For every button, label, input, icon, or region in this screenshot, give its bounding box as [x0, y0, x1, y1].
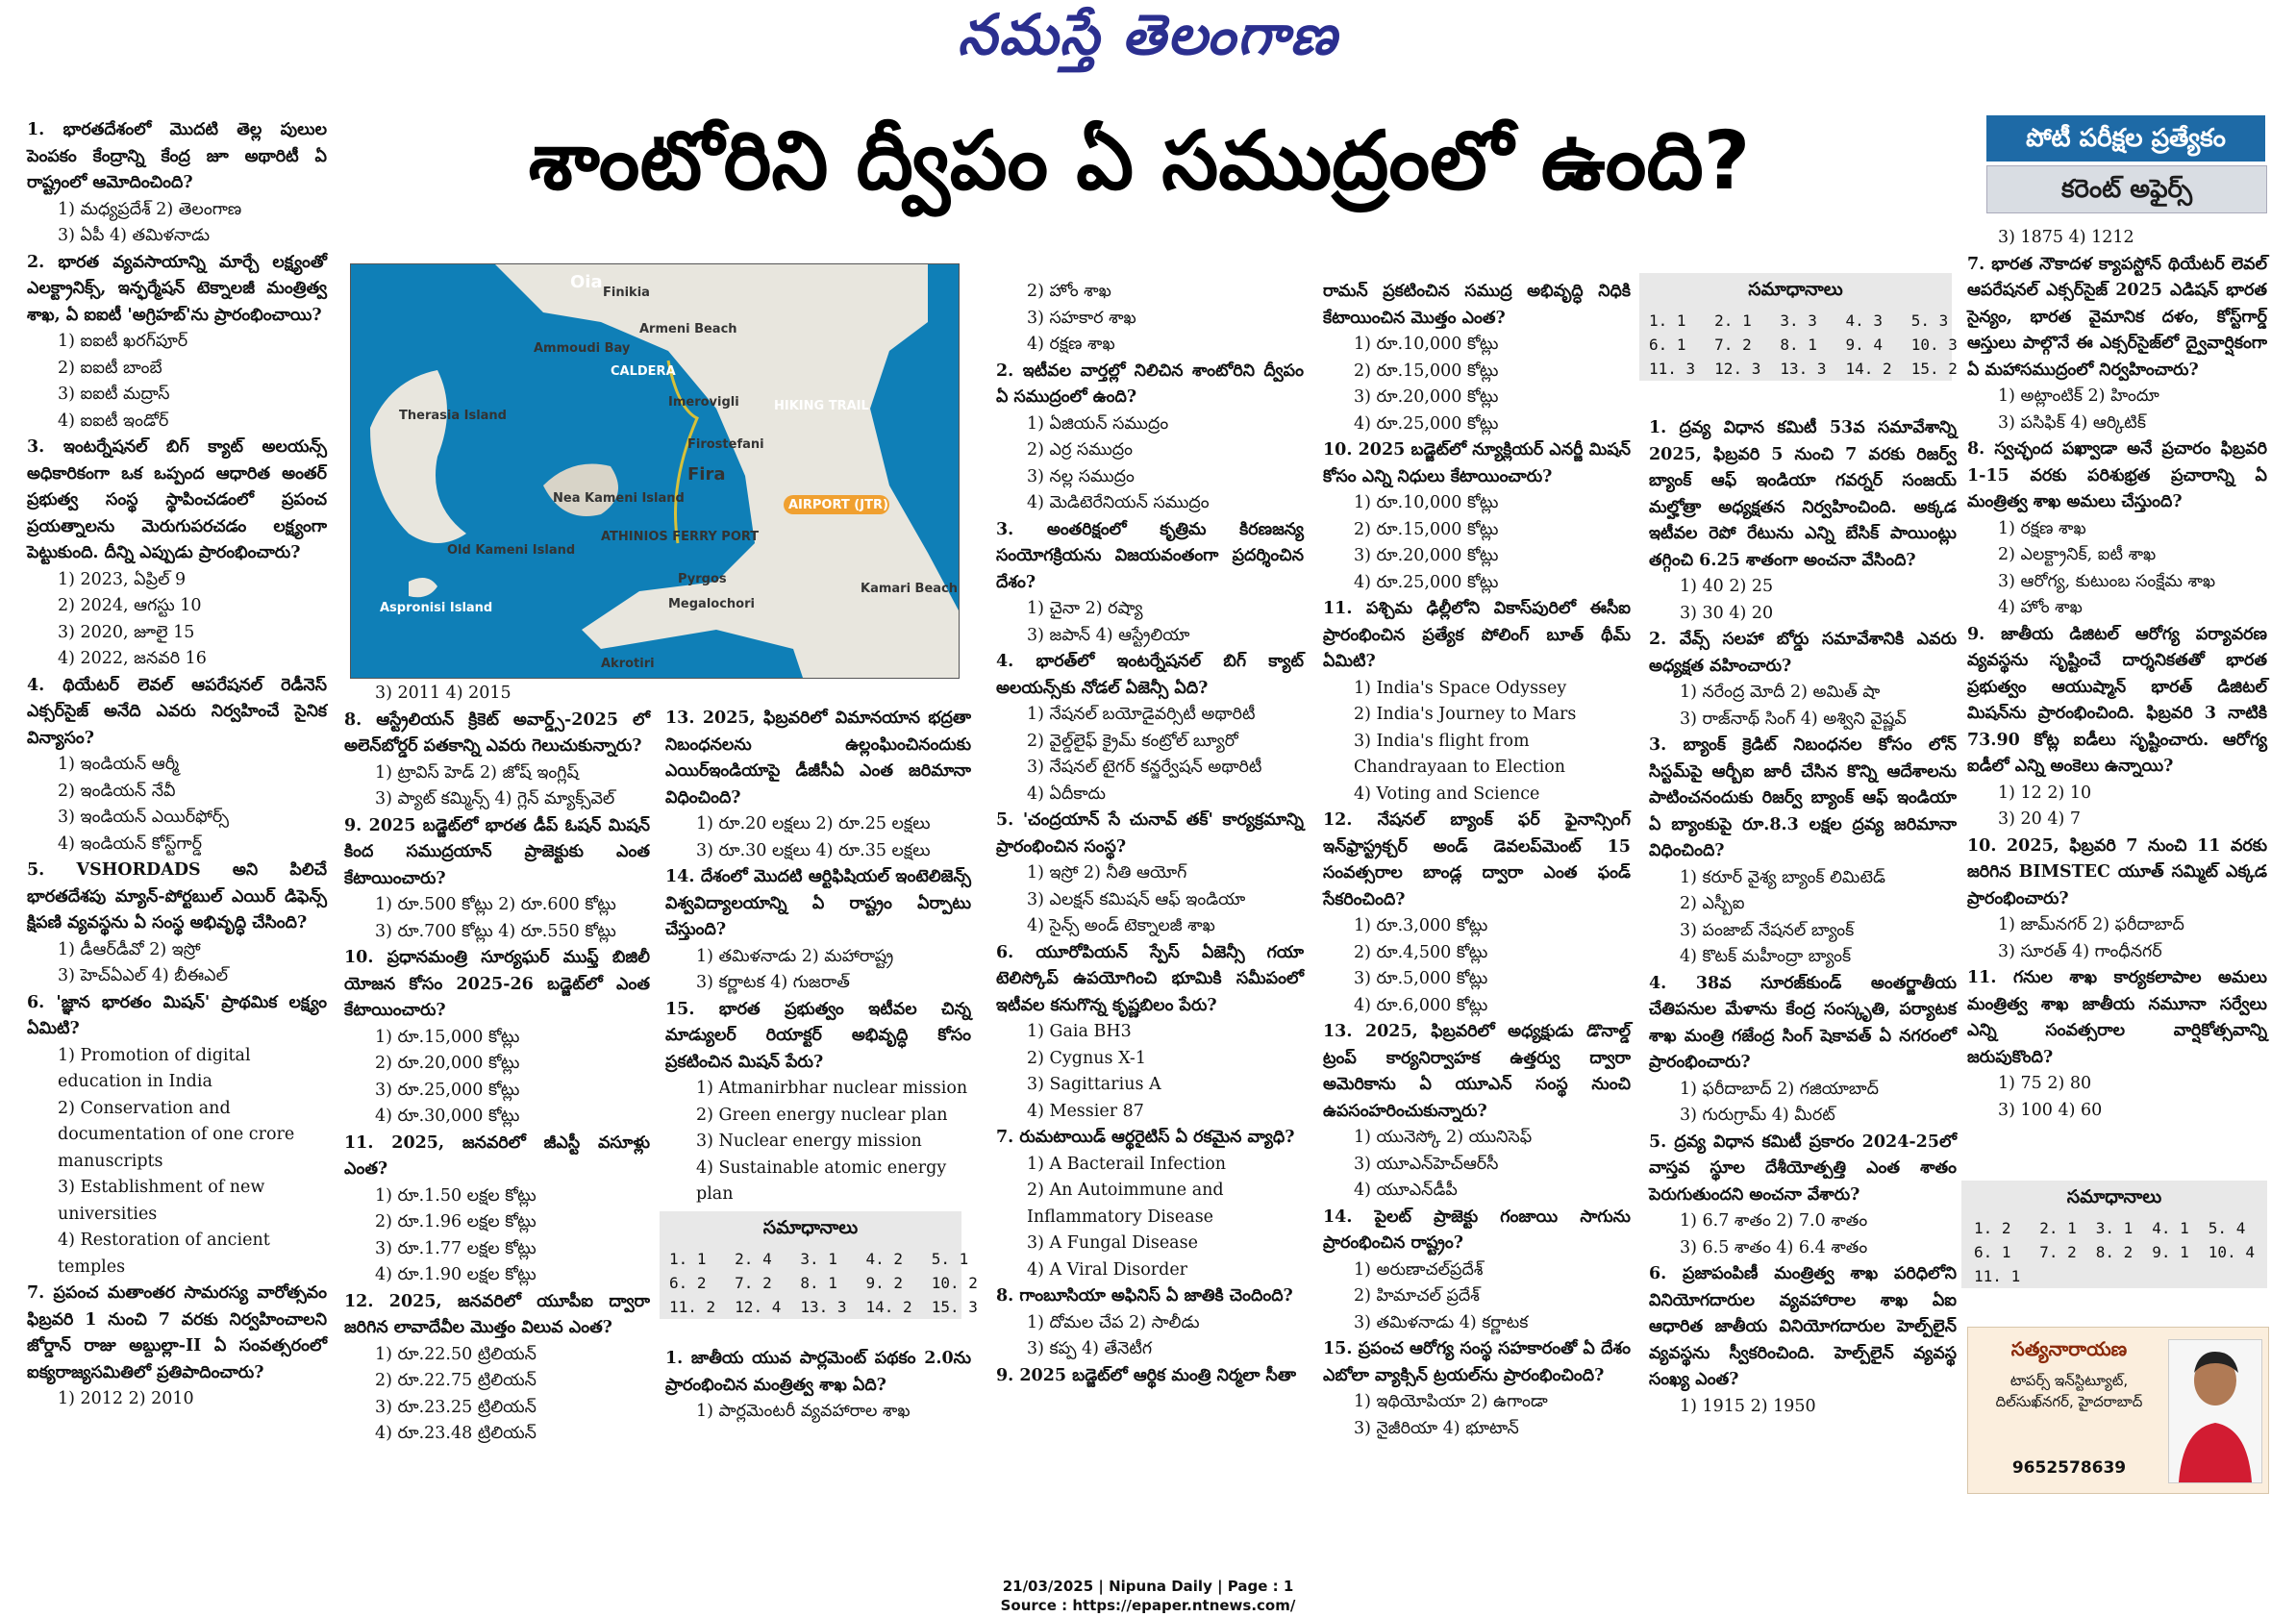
question-text: 7. ప్రపంచ మతాంతర సామరస్య వారోత్సవం ఫిబ్రవరి 1 నుంచి 7 వరకు నిర్వహించాలని జోర్డాన్ రాజు అబ్దుల్లా-II ఏ సంవత్సరంలో ఐక్యరాజ్యసమితిలో ప్రతిపాదించారు?	[27, 1283, 327, 1382]
option-line: 1) ఇస్రో 2) నీతి ఆయోగ్	[1027, 863, 1187, 883]
option-line: 1) Promotion of digital education in India	[58, 1045, 251, 1091]
question-text: 2. భారత వ్యవసాయాన్ని మార్చే లక్ష్యంతో ఎలక్ట్రానిక్స్, ఇన్ఫర్మేషన్ టెక్నాలజీ మంత్రిత్వ శాఖ, ఏ ఐఐటీ 'అగ్రిహబ్'ను ప్రారంభించాయి?	[27, 252, 327, 325]
map-label: Oia	[570, 272, 603, 292]
option-line: 3) ఇండియన్ ఎయిర్‌ఫోర్స్	[58, 808, 230, 827]
author-photo	[2168, 1339, 2262, 1483]
answer-cell: 15. 2	[1910, 360, 1958, 378]
option-line: 3) రూ.20,000 కోట్లు	[1354, 387, 1499, 407]
answer-cell: 9. 1	[2152, 1243, 2189, 1261]
answer-cell: 5. 1	[931, 1250, 969, 1268]
option-line: 2) రూ.15,000 కోట్లు	[1354, 519, 1499, 539]
footer-source-line: Source : https://epaper.ntnews.com/	[1000, 1597, 1296, 1614]
option-line: 2) ఐఐటీ బాంబే	[58, 358, 162, 378]
question-text: 10. 2025, ఫిబ్రవరి 7 నుంచి 11 వరకు జరిగిన BIMSTEC యూత్ సమ్మిట్ ఎక్కడ ప్రారంభించారు?	[1967, 835, 2267, 908]
option-line: 2) రూ.15,000 కోట్లు	[1354, 361, 1499, 381]
question-text: రామన్ ప్రకటించిన సముద్ర అభివృద్ధి నిధికి కేటాయించిన మొత్తం ఎంత?	[1323, 282, 1631, 328]
question-column-3-bottom	[665, 1346, 971, 1426]
option-line: 2) Cygnus X-1	[1027, 1048, 1146, 1068]
question-text: 2. ఇటీవల వార్తల్లో నిలిచిన శాంటోరిని ద్వీపం ఏ సముద్రంలో ఉంది?	[996, 361, 1304, 407]
answer-key-box-3	[1961, 1181, 2267, 1288]
map-label: Therasia Island	[399, 409, 507, 423]
answer-cell: 7. 2	[2039, 1243, 2077, 1261]
option-line: 2) వైల్డ్‌లైఫ్ క్రైమ్ కంట్రోల్ బ్యూరో	[1027, 731, 1238, 751]
option-line: 1) 40 2) 25	[1680, 577, 1774, 596]
option-line: 1) అట్లాంటిక్ 2) హిందూ	[1998, 386, 2159, 406]
option-line: 4) హోం శాఖ	[1998, 598, 2083, 617]
option-line: 3) రూ.25,000 కోట్లు	[375, 1080, 520, 1100]
answer-cell	[2030, 1264, 2086, 1288]
author-phone: 9652578639	[2011, 1458, 2127, 1478]
option-line: 1) ఫరీదాబాద్ 2) గజియాబాద్	[1680, 1079, 1879, 1099]
question-column-4	[996, 279, 1304, 1389]
option-line: 1) యునెస్కో 2) యునిసెఫ్	[1354, 1128, 1533, 1147]
question-text: 12. 2025, జనవరిలో యూపీఐ ద్వారా జరిగిన లావాదేవీల మొత్తం విలువ ఎంత?	[344, 1291, 650, 1337]
author-box	[1967, 1327, 2269, 1494]
option-line: 3) రూ.20,000 కోట్లు	[1354, 546, 1499, 565]
option-line: 3) తమిళనాడు 4) కర్ణాటక	[1354, 1312, 1529, 1332]
option-line: 3) 20 4) 7	[1998, 809, 2082, 829]
question-text: 8. ఆస్ట్రేలియన్ క్రికెట్ అవార్డ్స్-2025 లో అలెన్‌బోర్డర్ పతకాన్ని ఎవరు గెలుచుకున్నారు?	[344, 709, 650, 756]
page-footer	[0, 1577, 2296, 1615]
question-text: 9. జాతీయ డిజిటల్ ఆరోగ్య పర్యావరణ వ్యవస్థను సృష్టించే దార్శనికతతో భారత ప్రభుత్వం ఆయుష్మాన్ భారత్ డిజిటల్ మిషన్‌ను ప్రారంభించింది. ఫిబ్రవరి 3 నాటికి 73.90 కోట్ల ఐడీలు సృష్టించారు. ఆరోగ్య ఐడీలో ఎన్ని అంకెలు ఉన్నాయి?	[1967, 624, 2267, 776]
option-line: 4) రక్షణ శాఖ	[1027, 335, 1115, 354]
answer-cell: 10. 3	[1910, 336, 1958, 354]
answer-cell	[2199, 1264, 2264, 1288]
answer-cell: 11. 1	[1974, 1267, 2021, 1285]
answer-cell: 9. 2	[865, 1274, 904, 1292]
author-name: సత్యనారాయణ	[2010, 1337, 2128, 1360]
option-line: 1) దోమల చేప 2) సాలీడు	[1027, 1312, 1200, 1332]
question-text: 11. గనుల శాఖ కార్యకలాపాల అమలు మంత్రిత్వ శాఖ జాతీయ నమూనా సర్వేలు ఎన్ని సంవత్సరాల వార్షికోత్సవాన్ని జరుపుకొంది?	[1967, 968, 2267, 1067]
option-line: 2) Green energy nuclear plan	[696, 1105, 948, 1125]
option-line: 4) Restoration of ancient temples	[58, 1231, 270, 1277]
option-line: 3) రూ.5,000 కోట్లు	[1354, 969, 1488, 988]
answer-cell: 6. 2	[669, 1274, 707, 1292]
answer-cell: 12. 4	[735, 1298, 782, 1316]
option-line: 1) రూ.20 లక్షలు 2) రూ.25 లక్షలు	[696, 814, 931, 833]
answer-cell: 3. 3	[1780, 311, 1817, 330]
option-line: 4) మెడిటెరేనియన్ సముద్రం	[1027, 493, 1210, 512]
map-label: Kamari Beach	[861, 582, 959, 596]
answer-cell: 3. 1	[800, 1250, 837, 1268]
option-line: 1) అరుణాచల్‌ప్రదేశ్	[1354, 1259, 1484, 1280]
question-text: 6. ప్రజాపంపిణీ మంత్రిత్వ శాఖ పరిధిలోని వినియోగదారుల వ్యవహారాల శాఖ ఏఐ ఆధారిత జాతీయ వినియోగదారుల హెల్ప్‌లైన్ వ్యవస్థను స్వీకరించింది. హెల్ప్‌లైన్ వ్యవస్థ సంఖ్య ఎంత?	[1649, 1264, 1957, 1389]
option-line: 3) గురుగ్రామ్ 4) మీరట్	[1680, 1106, 1835, 1125]
answer-cell: 1. 1	[1649, 311, 1686, 330]
option-line: 3) India's flight from Chandrayaan to Election	[1354, 731, 1566, 777]
santorini-map-image	[350, 263, 960, 679]
answer-cell: 8. 1	[1780, 336, 1817, 354]
option-line: 2) హిమాచల్ ప్రదేశ్	[1354, 1286, 1480, 1306]
map-label: ATHINIOS FERRY PORT	[601, 530, 760, 544]
question-text: 11. 2025, జనవరిలో జీఎస్టీ వసూళ్లు ఎంత?	[344, 1132, 650, 1179]
option-line: 1) డీఆర్‌డీవో 2) ఇస్రో	[58, 939, 201, 959]
option-line: 3) నేషనల్ టైగర్ కన్జర్వేషన్ అథారిటీ	[1027, 758, 1262, 777]
question-text: 5. VSHORDADS అని పిలిచే భారతదేశపు మ్యాన్-పోర్టబుల్ ఎయిర్ డిఫెన్స్ క్షిపణి వ్యవస్థను ఏ సంస్థ అభివృద్ధి చేసింది?	[27, 860, 327, 933]
option-line: 4) ఇండియన్ కోస్ట్‌గార్డ్	[58, 833, 203, 854]
option-line: 1) 2023, ఏప్రిల్ 9	[58, 569, 187, 589]
map-label: AIRPORT (JTR)	[788, 498, 888, 512]
option-line: 1) 1915 2) 1950	[1680, 1396, 1816, 1416]
question-text: 6. 'జ్ఞాన భారతం మిషన్' ప్రాథమిక లక్ష్యం ఏమిటి?	[27, 992, 327, 1038]
option-line: 1) నరేంద్ర మోదీ 2) అమిత్ షా	[1680, 683, 1881, 702]
answer-cell: 6. 1	[1974, 1243, 2011, 1261]
option-line: 3) ఎలక్షన్ కమిషన్ ఆఫ్ ఇండియా	[1027, 889, 1246, 909]
section-badge-top: పోటీ పరీక్షల ప్రత్యేకం	[1986, 115, 2265, 162]
question-column-3	[665, 706, 971, 1208]
answer-key-table	[660, 1247, 987, 1319]
answer-key-title: సమాధానాలు	[1748, 279, 1843, 300]
option-line: 3) హెచ్ఏఎల్ 4) బీఈఎల్	[58, 966, 229, 985]
option-line: 2) రూ.1.96 లక్షల కోట్లు	[375, 1212, 537, 1231]
option-line: 3) Nuclear energy mission	[696, 1132, 922, 1151]
answer-cell: 11. 3	[1649, 360, 1696, 378]
question-text: 13. 2025, ఫిబ్రవరిలో విమానయాన భద్రతా నిబంధనలను ఉల్లంఘించినందుకు ఎయిర్‌ఇండియాపై డీజీసీఏ ఎంత జరిమానా విధించింది?	[665, 709, 971, 808]
answer-key-table	[1964, 1216, 2264, 1288]
option-line: 3) కర్ణాటక 4) గుజరాత్	[696, 973, 850, 992]
question-text: 15. భారత ప్రభుత్వం ఇటీవల చిన్న మాడ్యులర్ రియాక్టర్ అభివృద్ధి కోసం ప్రకటించిన మిషన్ పేరు?	[665, 999, 971, 1072]
question-text: 9. 2025 బడ్జెట్‌లో భారత డీప్ ఓషన్ మిషన్ కింద సముద్రయాన్ ప్రాజెక్టుకు ఎంత కేటాయించారు?	[344, 815, 650, 888]
option-line: 4) రూ.23.48 ట్రిలియన్	[375, 1424, 537, 1443]
option-line: 1) రూ.22.50 ట్రిలియన్	[375, 1344, 537, 1364]
answer-key-table	[1639, 309, 1967, 381]
map-label: Fira	[687, 464, 726, 485]
answer-cell: 5. 4	[2208, 1219, 2246, 1237]
option-line: 3) నైజీరియా 4) భూటాన్	[1354, 1418, 1519, 1438]
answer-cell: 3. 1	[2095, 1219, 2134, 1237]
map-label: Akrotiri	[601, 657, 655, 671]
answer-cell: 8. 2	[2095, 1243, 2134, 1261]
option-line: 1) 2012 2) 2010	[58, 1389, 194, 1408]
question-text: 3. అంతరిక్షంలో కృత్రిమ కిరణజన్య సంయోగక్రియను విజయవంతంగా ప్రదర్శించిన దేశం?	[996, 519, 1304, 592]
question-text: 12. నేషనల్ బ్యాంక్ ఫర్ ఫైనాన్సింగ్ ఇన్‌ఫ్రాస్ట్రక్చర్ అండ్ డెవలప్‌మెంట్ 15 సంవత్సరాల బాండ్ల ద్వారా ఎంత ఫండ్ సేకరించింది?	[1323, 810, 1631, 909]
option-line: 1) రూ.500 కోట్లు 2) రూ.600 కోట్లు	[375, 895, 616, 914]
option-line: 3) 1875 4) 1212	[1998, 228, 2134, 247]
question-text: 5. 'చంద్రయాన్ సే చునావ్ తక్' కార్యక్రమాన్ని ప్రారంభించిన సంస్థ?	[996, 810, 1304, 857]
question-column-1	[27, 117, 327, 1413]
answer-cell: 4. 2	[865, 1250, 904, 1268]
answer-key-box-2	[660, 1211, 978, 1319]
option-line: 1) మధ్యప్రదేశ్ 2) తెలంగాణ	[58, 199, 242, 219]
option-line: 3) 2011 4) 2015	[375, 684, 512, 703]
question-text: 8. స్వచ్ఛంద పఖ్వాడా అనే ప్రచారం ఫిబ్రవరి 1-15 వరకు పరిశుభ్రత ప్రచారాన్ని ఏ మంత్రిత్వ శాఖ అమలు చేస్తుంది?	[1967, 439, 2267, 511]
option-line: 4) ఏదీకాదు	[1027, 784, 1106, 804]
answer-cell: 13. 3	[1780, 360, 1827, 378]
question-text: 10. 2025 బడ్జెట్‌లో న్యూక్లియర్ ఎనర్జీ మిషన్ కోసం ఎన్ని నిధులు కేటాయించారు?	[1323, 440, 1631, 486]
option-line: 1) 75 2) 80	[1998, 1074, 2092, 1093]
option-line: 1) కరూర్ వైశ్య బ్యాంక్ లిమిటెడ్	[1680, 867, 1885, 887]
question-text: 1. ద్రవ్య విధాన కమిటీ 53వ సమావేశాన్ని 2025, ఫిబ్రవరి 5 నుంచి 7 వరకు రిజర్వ్ బ్యాంక్ ఆఫ్ ఇండియా గవర్నర్ సంజయ్ మల్హోత్రా అధ్యక్షతన నిర్వహించింది. అక్కడ ఇటీవల రెపో రేటును ఎన్ని బేసిక్ పాయింట్లు తగ్గించి 6.25 శాతంగా అంచనా వేసింది?	[1649, 418, 1957, 570]
option-line: 3) Sagittarius A	[1027, 1075, 1161, 1094]
answer-cell: 5. 3	[1910, 311, 1949, 330]
option-line: 3) సూరత్ 4) గాంధీనగర్	[1998, 941, 2162, 961]
answer-cell: 15. 3	[931, 1298, 978, 1316]
option-line: 3) A Fungal Disease	[1027, 1233, 1198, 1253]
option-line: 4) కొటక్ మహీంద్రా బ్యాంక్	[1680, 947, 1852, 966]
question-text: 13. 2025, ఫిబ్రవరిలో అధ్యక్షుడు డొనాల్డ్ ట్రంప్ కార్యనిర్వాహక ఉత్తర్వు ద్వారా అమెరికాను ఏ యూఎన్ సంస్థ నుంచి ఉపసంహరించుకున్నారు?	[1323, 1022, 1631, 1121]
question-text: 5. ద్రవ్య విధాన కమిటీ ప్రకారం 2024-25లో వాస్తవ స్థూల దేశీయోత్పత్తి ఎంత శాతం పెరుగుతుందని అంచనా వేశారు?	[1649, 1132, 1957, 1205]
option-line: 2) ఎస్బీఐ	[1680, 894, 1745, 913]
option-line: 3) రూ.23.25 ట్రిలియన్	[375, 1397, 537, 1417]
option-line: 4) రూ.6,000 కోట్లు	[1354, 995, 1488, 1015]
option-line: 1) India's Space Odyssey	[1354, 678, 1567, 698]
answer-cell: 1. 1	[669, 1250, 707, 1268]
answer-cell: 9. 4	[1845, 336, 1884, 354]
option-line: 1) ట్రావిస్ హెడ్ 2) జోష్ ఇంగ్లిష్	[375, 762, 579, 783]
answer-cell: 14. 2	[865, 1298, 912, 1316]
option-line: 4) యూఎన్‌డీపీ	[1354, 1181, 1458, 1200]
answer-cell: 2. 1	[1714, 311, 1752, 330]
option-line: 1) రూ.10,000 కోట్లు	[1354, 493, 1499, 512]
question-column-7	[1967, 225, 2267, 1124]
answer-cell: 8. 1	[800, 1274, 837, 1292]
option-line: 2) 2024, ఆగస్టు 10	[58, 596, 202, 615]
answer-key-box-1	[1639, 273, 1958, 381]
option-line: 3) 30 4) 20	[1680, 603, 1774, 623]
option-line: 1) 6.7 శాతం 2) 7.0 శాతం	[1680, 1211, 1868, 1231]
question-text: 4. 38వ సూరజ్‌కుండ్ అంతర్జాతీయ చేతిపనుల మేళాను కేంద్ర సంస్కృతి, పర్యాటక శాఖ మంత్రి గజేంద్ర సింగ్ షెకావత్ ఏ నగరంలో ప్రారంభించారు?	[1649, 973, 1957, 1072]
answer-key-title: సమాధానాలు	[2066, 1186, 2162, 1207]
option-line: 4) రూ.25,000 కోట్లు	[1354, 572, 1499, 592]
question-text: 14. పైలట్ ప్రాజెక్టు గంజాయి సాగును ప్రారంభించిన రాష్ట్రం?	[1323, 1207, 1631, 1253]
option-line: 1) రూ.10,000 కోట్లు	[1354, 335, 1499, 354]
option-line: 2) ఎలక్ట్రానిక్, ఐటీ శాఖ	[1998, 545, 2157, 564]
option-line: 1) రూ.15,000 కోట్లు	[375, 1027, 520, 1047]
option-line: 3) పంజాబ్ నేషనల్ బ్యాంక్	[1680, 920, 1855, 940]
option-line: 3) 2020, జూలై 15	[58, 622, 195, 642]
question-text: 4. భారత్‌లో ఇంటర్నేషనల్ బిగ్ క్యాట్ అలయన్స్‌కు నోడల్ ఏజెన్సీ ఏది?	[996, 652, 1304, 698]
option-line: 1) ఏజియన్ సముద్రం	[1027, 413, 1169, 434]
question-text: 11. పశ్చిమ ఢిల్లీలోని వికాస్‌పురిలో ఈసీఐ ప్రారంభించిన ప్రత్యేక పోలింగ్ బూత్ థీమ్ ఏమిటి?	[1323, 599, 1631, 671]
option-line: 4) రూ.25,000 కోట్లు	[1354, 413, 1499, 434]
option-line: 4) ఐఐటీ ఇండోర్	[58, 410, 169, 431]
question-text: 4. థియేటర్ లెవల్ ఆపరేషనల్ రెడీనెస్ ఎక్సర్‌సైజ్ అనేది ఎవరు నిర్వహించే సైనిక విన్యాసం?	[27, 675, 327, 748]
map-label: Megalochori	[668, 597, 755, 611]
option-line: 3) రూ.30 లక్షలు 4) రూ.35 లక్షలు	[696, 840, 931, 860]
answer-cell: 14. 2	[1845, 360, 1892, 378]
option-line: 3) సహకార శాఖ	[1027, 308, 1136, 328]
question-text: 9. 2025 బడ్జెట్‌లో ఆర్థిక మంత్రి నిర్మలా సీతా	[996, 1365, 1296, 1385]
option-line: 1) నేషనల్ బయోడైవర్సిటీ అథారిటీ	[1027, 705, 1256, 724]
author-portrait-illustration	[2169, 1340, 2261, 1482]
option-line: 4) Sustainable atomic energy plan	[696, 1157, 947, 1204]
answer-cell: 12. 3	[1714, 360, 1761, 378]
masthead-logo: నమస్తే తెలంగాణ	[958, 2, 1338, 67]
map-label: Imerovigli	[668, 395, 739, 410]
option-line: 2) An Autoimmune and Inflammatory Disease	[1027, 1181, 1224, 1227]
answer-cell: 4. 1	[2152, 1219, 2189, 1237]
answer-cell	[2142, 1264, 2199, 1288]
answer-cell: 7. 2	[1714, 336, 1752, 354]
option-line: 3) కప్ప 4) తేనెటీగ	[1027, 1339, 1153, 1358]
option-line: 2) ఎర్ర సముద్రం	[1027, 440, 1133, 460]
option-line: 1) తమిళనాడు 2) మహారాష్ట్ర	[696, 946, 894, 966]
question-text: 15. ప్రపంచ ఆరోగ్య సంస్థ సహకారంతో ఏ దేశం ఎబోలా వ్యాక్సిన్ ట్రయల్‌ను ప్రారంభించింది?	[1323, 1339, 1631, 1385]
question-text: 14. దేశంలో మొదటి ఆర్టిఫిషియల్ ఇంటెలిజెన్స్ విశ్వవిద్యాలయాన్ని ఏ రాష్ట్రం ఏర్పాటు చేస్తుంది?	[665, 867, 971, 939]
option-line: 1) A Bacterail Infection	[1027, 1154, 1227, 1174]
map-label: HIKING TRAIL	[774, 399, 869, 413]
option-line: 3) జపాన్ 4) ఆస్ట్రేలియా	[1027, 625, 1190, 645]
option-line: 2) India's Journey to Mars	[1354, 705, 1577, 724]
map-label: Aspronisi Island	[380, 601, 493, 615]
option-line: 2) ఇండియన్ నేవీ	[58, 781, 176, 801]
map-label: Firostefani	[687, 437, 764, 452]
option-line: 4) Voting and Science	[1354, 784, 1540, 804]
answer-cell: 6. 1	[1649, 336, 1686, 354]
answer-cell: 10. 2	[931, 1274, 978, 1292]
option-line: 1) పార్లమెంటరీ వ్యవహారాల శాఖ	[696, 1402, 911, 1421]
answer-cell: 2. 4	[735, 1250, 772, 1268]
option-line: 4) సైన్స్ అండ్ టెక్నాలజీ శాఖ	[1027, 916, 1215, 935]
option-line: 3) ఆరోగ్య, కుటుంబ సంక్షేమ శాఖ	[1998, 571, 2216, 591]
question-text: 6. యూరోపియన్ స్పేస్ ఏజెన్సీ గయా టెలిస్కోప్ ఉపయోగించి భూమికి సమీపంలో ఇటీవల కనుగొన్న కృష్ణబిలం పేరు?	[996, 942, 1304, 1015]
option-line: 4) A Viral Disorder	[1027, 1259, 1188, 1280]
map-label: Nea Kameni Island	[553, 491, 685, 506]
option-line: 4) 2022, జనవరి 16	[58, 649, 207, 668]
option-line: 1) ఇథియోపియా 2) ఉగాండా	[1354, 1392, 1548, 1411]
option-line: 1) రూ.3,000 కోట్లు	[1354, 916, 1488, 935]
option-line: 3) ప్యాట్ కమ్మిన్స్ 4) గ్లెన్ మ్యాక్స్‌వెల్	[375, 789, 615, 808]
question-text: 7. భారత నౌకాదళ క్యాపస్టోన్ థియేటర్ లెవల్ ఆపరేషనల్ ఎక్సర్‌సైజ్ 2025 ఎడిషన్ భారత సైన్యం, భారత వైమానిక దళం, కోస్ట్‌గార్డ్ ఆస్తులు పాల్గొనే ఈ ఎక్సర్‌సైజ్‌లో ద్వైవార్షికంగా ఏ మహాసముద్రంలో నిర్వహించారు?	[1967, 254, 2267, 380]
option-line: 2) రూ.22.75 ట్రిలియన్	[375, 1371, 537, 1390]
option-line: 1) జామ్‌నగర్ 2) ఫరీదాబాద్	[1998, 915, 2184, 934]
option-line: 1) రక్షణ శాఖ	[1998, 518, 2086, 538]
option-line: 3) ఏపీ 4) తమిళనాడు	[58, 226, 211, 245]
map-label: CALDERA	[611, 364, 676, 379]
option-line: 4) Messier 87	[1027, 1101, 1144, 1121]
answer-cell: 10. 4	[2208, 1243, 2255, 1261]
option-line: 4) రూ.1.90 లక్షల కోట్లు	[375, 1265, 537, 1284]
author-institute: టాపర్స్ ఇన్‌స్టిట్యూట్, దిల్‌సుఖ్‌నగర్, హైదరాబాద్	[1995, 1372, 2143, 1410]
question-text: 1. భారతదేశంలో మొదటి తెల్ల పులుల పెంపకం కేంద్రాన్ని కేంద్ర జూ అథారిటీ ఏ రాష్ట్రంలో ఆమోదించింది?	[27, 120, 327, 192]
question-column-6	[1649, 415, 1957, 1420]
map-label: Pyrgos	[678, 572, 727, 586]
option-line: 3) Establishment of new universities	[58, 1178, 265, 1224]
option-line: 1) 12 2) 10	[1998, 783, 2092, 803]
option-line: 1) Gaia BH3	[1027, 1022, 1132, 1041]
option-line: 3) 100 4) 60	[1998, 1100, 2103, 1120]
option-line: 3) పసిఫిక్ 4) ఆర్కిటిక్	[1998, 412, 2146, 433]
question-text: 8. గాంబూసియా అఫినిస్ ఏ జాతికి చెందింది?	[996, 1286, 1293, 1306]
option-line: 3) రూ.1.77 లక్షల కోట్లు	[375, 1238, 537, 1258]
map-label: Armeni Beach	[639, 322, 737, 336]
option-line: 1) Atmanirbhar nuclear mission	[696, 1079, 968, 1098]
question-text: 1. జాతీయ యువ పార్లమెంట్ పథకం 2.0ను ప్రారంభించిన మంత్రిత్వ శాఖ ఏది?	[665, 1349, 971, 1395]
option-line: 4) రూ.30,000 కోట్లు	[375, 1107, 520, 1126]
page-headline: శాంటోరిని ద్వీపం ఏ సముద్రంలో ఉంది?	[528, 113, 1751, 208]
option-line: 1) ఐఐటీ ఖరగ్‌పూర్	[58, 332, 188, 351]
question-column-5	[1323, 279, 1631, 1442]
option-line: 1) చైనా 2) రష్యా	[1027, 599, 1143, 618]
option-line: 2) రూ.20,000 కోట్లు	[375, 1054, 520, 1073]
map-label: Finikia	[603, 286, 650, 300]
answer-cell: 7. 2	[735, 1274, 772, 1292]
option-line: 3) ఐఐటీ మద్రాస్	[58, 385, 170, 404]
option-line: 2) రూ.4,500 కోట్లు	[1354, 942, 1488, 962]
option-line: 3) నల్ల సముద్రం	[1027, 466, 1135, 486]
question-column-2	[344, 681, 650, 1448]
answer-key-title: సమాధానాలు	[762, 1217, 859, 1238]
option-line: 1) ఇండియన్ ఆర్మీ	[58, 755, 179, 774]
map-label: Old Kameni Island	[447, 543, 576, 558]
option-line: 2) హోం శాఖ	[1027, 282, 1111, 301]
answer-cell: 13. 3	[800, 1298, 847, 1316]
option-line: 3) రాజ్‌నాథ్ సింగ్ 4) అశ్విని వైష్ణవ్	[1680, 709, 1907, 729]
question-text: 3. ఇంటర్నేషనల్ బిగ్ క్యాట్ అలయన్స్ అధికారికంగా ఒక ఒప్పంద ఆధారిత అంతర్ ప్రభుత్వ సంస్థ స్థాపించడంలో ప్రపంచ ప్రయత్నాలను మెరుగుపరచడం లక్ష్యంగా పెట్టుకుంది. దీన్ని ఎప్పుడు ప్రారంభించారు?	[27, 437, 327, 562]
option-line: 3) రూ.700 కోట్లు 4) రూ.550 కోట్లు	[375, 921, 616, 941]
answer-cell: 2. 1	[2039, 1219, 2077, 1237]
option-line: 1) రూ.1.50 లక్షల కోట్లు	[375, 1185, 537, 1206]
question-text: 2. వేవ్స్ సలహా బోర్డు సమావేశానికి ఎవరు అధ్యక్షత వహించారు?	[1649, 630, 1957, 676]
map-label: Ammoudi Bay	[534, 341, 631, 356]
answer-cell: 11. 2	[669, 1298, 716, 1316]
question-text: 7. రుమటాయిడ్ ఆర్థరైటిస్ ఏ రకమైన వ్యాధి?	[996, 1128, 1295, 1147]
footer-date-line: 21/03/2025 | Nipuna Daily | Page : 1	[1002, 1578, 1294, 1595]
option-line: 2) Conservation and documentation of one crore manuscripts	[58, 1098, 295, 1171]
answer-cell: 4. 3	[1845, 311, 1884, 330]
answer-cell: 1. 2	[1974, 1219, 2011, 1237]
option-line: 3) 6.5 శాతం 4) 6.4 శాతం	[1680, 1237, 1868, 1257]
question-text: 3. బ్యాంక్ క్రెడిట్ నిబంధనల కోసం లోన్ సిస్టమ్‌పై ఆర్బీఐ జారీ చేసిన కొన్ని ఆదేశాలను పాటించనందుకు రిజర్వ్ బ్యాంక్ ఆఫ్ ఇండియా ఏ బ్యాంకుపై రూ.8.3 లక్షల ద్రవ్య జరిమానా విధించింది?	[1649, 735, 1957, 860]
answer-cell	[2086, 1264, 2143, 1288]
option-line: 3) యూఎన్‌హెచ్‌ఆర్‌సీ	[1354, 1154, 1499, 1174]
question-text: 10. ప్రధానమంత్రి సూర్యఘర్ ముఫ్త్ బిజిలీ యోజన కోసం 2025-26 బడ్జెట్‌లో ఎంత కేటాయించారు?	[344, 948, 650, 1020]
section-badge-bottom: కరెంట్ అఫైర్స్	[1986, 165, 2267, 213]
